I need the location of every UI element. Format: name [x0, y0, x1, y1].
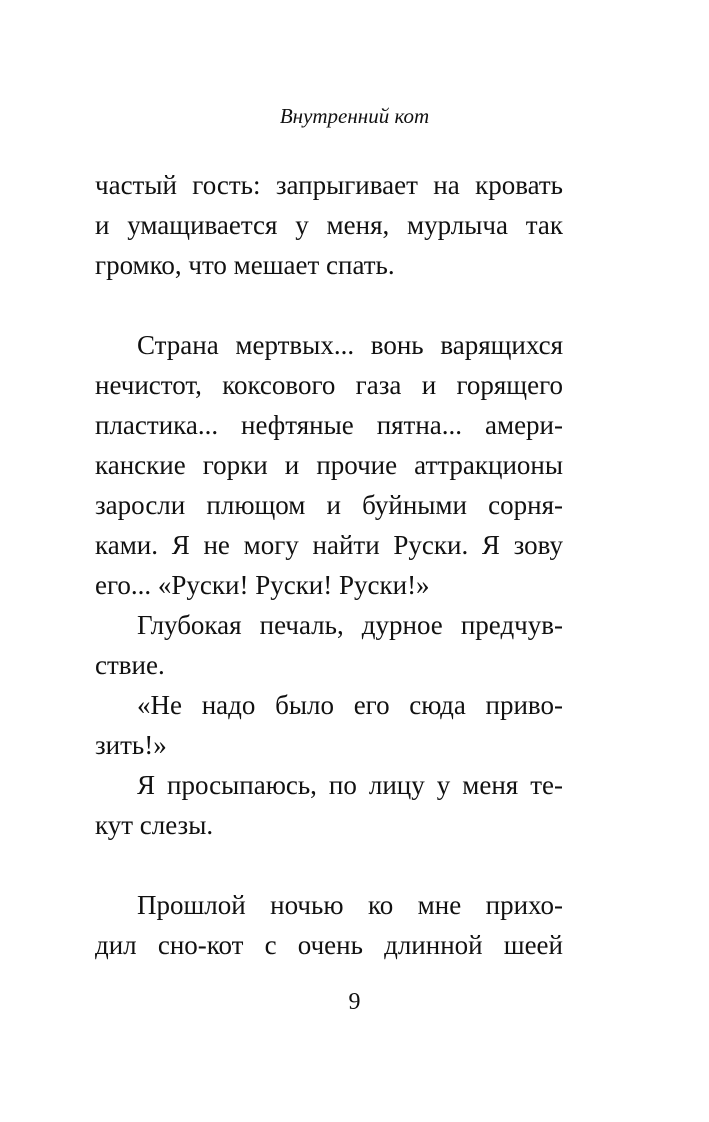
- text-line: «Не надо было его сюда приво-: [137, 690, 563, 720]
- text-line: канские горки и прочие аттракционы: [95, 450, 563, 480]
- body-text: [95, 165, 563, 965]
- page-number: 9: [348, 989, 361, 1015]
- text-line: заросли плющом и буйными сорня-: [95, 490, 563, 520]
- section-break: [95, 845, 563, 885]
- text-line: нечистот, коксового газа и горящего: [95, 370, 563, 400]
- text-line: Прошлой ночью ко мне прихо-: [137, 890, 563, 920]
- text-line: громко, что мешает спать.: [95, 250, 395, 280]
- text-line: Я просыпаюсь, по лицу у меня те-: [137, 770, 563, 800]
- section-break: [95, 285, 563, 325]
- text-line: ками. Я не могу найти Руски. Я зову: [95, 530, 563, 560]
- running-head: Внутренний кот: [279, 104, 430, 128]
- text-line: пластика... нефтяные пятна... амери-: [95, 410, 563, 440]
- text-line: зить!»: [95, 730, 167, 760]
- text-line: Глубокая печаль, дурное предчув-: [137, 610, 563, 640]
- text-line: ствие.: [95, 650, 165, 680]
- text-line: и умащивается у меня, мурлыча так: [95, 210, 563, 240]
- text-line: Страна мертвых... вонь варящихся: [137, 330, 563, 360]
- text-line: дил сно-кот с очень длинной шеей: [95, 930, 563, 960]
- text-line: кут слезы.: [95, 810, 214, 840]
- text-line: его... «Руски! Руски! Руски!»: [95, 570, 430, 600]
- text-line: частый гость: запрыгивает на кровать: [95, 170, 563, 200]
